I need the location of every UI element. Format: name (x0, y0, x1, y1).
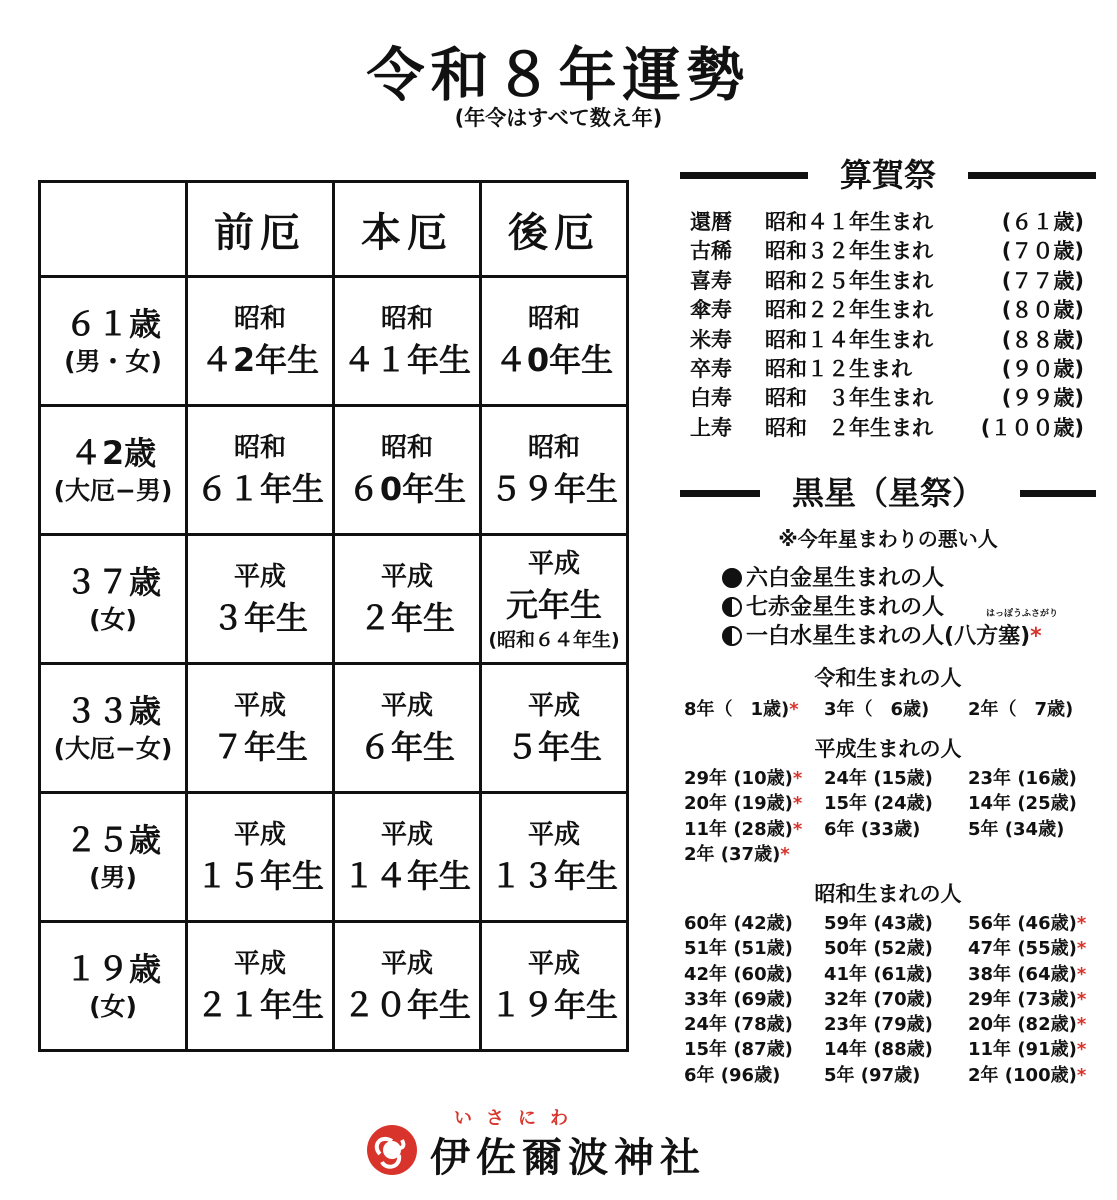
grid-cell (684, 1010, 793, 1036)
year-label: ５年生 (505, 728, 602, 766)
year-cell (334, 535, 481, 664)
year-age: 3年（ 6歳) (824, 699, 930, 720)
grid-cell (968, 1010, 1086, 1036)
year-label: ７年生 (211, 728, 308, 766)
yakudoshi-table (38, 180, 629, 1052)
list-item (690, 382, 1090, 411)
sex-label: (女) (89, 605, 137, 634)
bad-luck-notice: ※今年星まわりの悪い人 (778, 527, 998, 551)
grid-cell (684, 815, 802, 841)
celebration-name: 上寿 (690, 415, 732, 440)
grid-cell (824, 960, 933, 986)
asterisk-mark: * (780, 843, 790, 865)
group-title-showa: 昭和生まれの人 (814, 882, 962, 906)
grid-row (684, 789, 1096, 814)
year-cell (334, 664, 481, 793)
grid-cell (968, 934, 1086, 960)
age-label: １９歳 (64, 950, 161, 988)
year-label: １９年生 (489, 986, 618, 1024)
year-age: 2年 (100歳) (968, 1064, 1077, 1086)
year-age: 24年 (78歳) (684, 1014, 793, 1036)
sex-label: (大厄−女) (53, 734, 173, 763)
shrine-furigana: いさにわ (454, 1108, 582, 1129)
year-age: 38年 (64歳) (968, 963, 1077, 985)
era-label: 平成 (233, 691, 286, 721)
half-circle-icon (722, 597, 742, 617)
year-cell (187, 277, 334, 406)
year-cell (481, 793, 628, 922)
star-list (722, 561, 1102, 648)
year-cell (334, 793, 481, 922)
showa-grid (684, 909, 1096, 1086)
era-label: 平成 (380, 562, 433, 592)
celebration-age: (８０歳) (1001, 298, 1084, 323)
grid-cell (684, 695, 799, 721)
celebration-age: (１００歳) (980, 415, 1084, 440)
year-age: 20年 (19歳) (684, 793, 793, 815)
grid-cell (968, 985, 1086, 1011)
age-cell (40, 793, 187, 922)
year-age: 29年 (73歳) (968, 988, 1077, 1010)
era-label: 平成 (527, 949, 580, 979)
birth-year: 昭和１４年生まれ (765, 327, 933, 352)
grid-row (684, 985, 1096, 1010)
group-title-reiwa: 令和生まれの人 (814, 666, 962, 690)
year-cell (481, 277, 628, 406)
header-cell-honyaku: 本厄 (334, 182, 481, 277)
celebration-name: 喜寿 (690, 268, 732, 293)
celebration-name: 還暦 (690, 210, 732, 234)
table-header-row (40, 182, 628, 277)
grid-cell (824, 764, 933, 790)
year-label: ２０年生 (342, 986, 471, 1024)
celebration-name: 古稀 (690, 239, 732, 264)
year-label: 元年生 (505, 586, 602, 624)
sanga-heading (680, 155, 1096, 195)
year-cell (187, 922, 334, 1051)
age-cell (40, 535, 187, 664)
year-age: 59年 (43歳) (824, 913, 933, 934)
year-label: ６年生 (358, 728, 455, 766)
year-age: 42年 (60歳) (684, 963, 793, 985)
grid-cell (684, 960, 793, 986)
celebration-age: (９０歳) (1001, 356, 1084, 381)
grid-row (684, 934, 1096, 959)
era-label: 昭和 (380, 304, 433, 334)
year-cell (334, 406, 481, 535)
grid-cell (824, 909, 933, 935)
list-item (690, 235, 1090, 264)
sanga-title: 算賀祭 (826, 156, 950, 194)
year-age: 15年 (87歳) (684, 1039, 793, 1061)
table-row (40, 664, 628, 793)
list-item (690, 206, 1090, 235)
year-age: 8年（ 1歳) (684, 699, 790, 720)
grid-cell (968, 789, 1077, 815)
age-cell (40, 277, 187, 406)
star-label: 六白金星生まれの人 (746, 566, 945, 591)
header-cell-maeyaku: 前厄 (187, 182, 334, 277)
birth-year: 昭和３２年生まれ (765, 239, 933, 264)
grid-cell (684, 789, 802, 815)
year-cell (481, 922, 628, 1051)
grid-cell (824, 934, 933, 960)
year-cell (334, 922, 481, 1051)
list-item (690, 265, 1090, 294)
year-age: 56年 (46歳) (968, 913, 1077, 934)
year-age: 41年 (61歳) (824, 963, 933, 985)
table-row (40, 406, 628, 535)
list-item (690, 324, 1090, 353)
grid-cell (968, 695, 1073, 721)
birth-year: 昭和 ３年生まれ (765, 386, 933, 411)
year-label: ６0年生 (347, 470, 467, 508)
grid-row (684, 1061, 1096, 1086)
era-label: 平成 (527, 549, 580, 579)
year-cell (187, 535, 334, 664)
celebration-age: (８８歳) (1001, 327, 1084, 352)
sex-label: (男・女) (64, 347, 162, 376)
year-cell (187, 793, 334, 922)
asterisk-mark: * (1076, 963, 1087, 985)
year-age: 11年 (91歳) (968, 1039, 1077, 1061)
year-age: 47年 (55歳) (968, 938, 1077, 960)
year-age: 60年 (42歳) (684, 913, 793, 934)
age-label: ６１歳 (64, 305, 161, 343)
reiwa-grid (684, 695, 1096, 720)
asterisk-mark: * (1076, 1014, 1087, 1036)
age-label: ２５歳 (64, 821, 161, 859)
era-label: 昭和 (527, 304, 580, 334)
age-cell (40, 922, 187, 1051)
year-label: ４2年生 (200, 341, 320, 379)
asterisk-mark: * (1076, 988, 1087, 1010)
grid-row (684, 1035, 1096, 1060)
birth-year: 昭和１２生まれ (765, 356, 912, 381)
celebration-age: (９９歳) (1001, 386, 1084, 411)
year-age: 51年 (51歳) (684, 938, 793, 960)
list-item (690, 294, 1090, 323)
table-row (40, 922, 628, 1051)
half-circle-icon (722, 626, 742, 646)
grid-cell (968, 909, 1086, 935)
birth-year: 昭和２５年生まれ (765, 268, 933, 293)
table-row (40, 277, 628, 406)
year-age: 5年 (34歳) (968, 818, 1065, 840)
sex-label: (女) (89, 992, 137, 1021)
asterisk-mark: * (792, 818, 803, 840)
year-cell (481, 535, 628, 664)
year-cell (481, 406, 628, 535)
age-label: ３３歳 (64, 692, 161, 730)
era-label: 平成 (380, 691, 433, 721)
star-label: 一白水星生まれの人 (746, 624, 945, 649)
era-label: 平成 (380, 820, 433, 850)
furigana: はっぽうふさがり (986, 609, 1059, 619)
asterisk-mark: * (1076, 1064, 1087, 1086)
celebration-name: 卒寿 (690, 356, 732, 381)
grid-cell (968, 1061, 1086, 1087)
asterisk-mark: * (1030, 624, 1042, 649)
shrine-name: 伊佐爾波神社 (430, 1135, 706, 1181)
grid-row (684, 960, 1096, 985)
age-label: ３７歳 (64, 563, 161, 601)
age-label: ４2歳 (69, 434, 157, 472)
year-age: 23年 (16歳) (968, 768, 1077, 789)
grid-cell (684, 909, 793, 935)
grid-row (684, 1010, 1096, 1035)
header-cell-blank (40, 182, 187, 277)
year-age: 6年 (96歳) (684, 1064, 781, 1086)
era-label: 昭和 (233, 433, 286, 463)
happou-fusagari-label: (八方塞) (944, 624, 1031, 649)
grid-cell (684, 1035, 793, 1061)
star-item (722, 609, 1102, 649)
group-title-heisei: 平成生まれの人 (814, 737, 962, 761)
era-label: 平成 (527, 820, 580, 850)
heading-label-wrap (680, 155, 1096, 195)
grid-cell (684, 934, 793, 960)
page-title: 令和８年運勢 (366, 41, 751, 109)
year-age: 15年 (24歳) (824, 793, 933, 815)
year-age: 24年 (15歳) (824, 768, 933, 789)
grid-row (684, 840, 1096, 865)
year-label: ３年生 (211, 599, 308, 637)
age-cell (40, 406, 187, 535)
year-age: 11年 (28歳) (684, 818, 793, 840)
birth-year: 昭和４１年生まれ (765, 210, 933, 234)
year-age: 33年 (69歳) (684, 988, 793, 1010)
era-label: 平成 (233, 562, 286, 592)
header-cell-atoyaku: 後厄 (481, 182, 628, 277)
year-label: ２１年生 (195, 986, 324, 1024)
showa-note: (昭和６４年生) (488, 629, 620, 651)
filled-circle-icon (722, 568, 742, 588)
year-age: 20年 (82歳) (968, 1014, 1077, 1036)
asterisk-mark: * (789, 699, 799, 720)
grid-cell (824, 1035, 933, 1061)
grid-cell (968, 815, 1064, 841)
era-label: 平成 (233, 949, 286, 979)
asterisk-mark: * (792, 768, 803, 789)
celebration-name: 米寿 (690, 327, 732, 352)
year-age: 14年 (88歳) (824, 1039, 933, 1061)
era-label: 昭和 (233, 304, 286, 334)
age-cell (40, 664, 187, 793)
year-label: １３年生 (489, 857, 618, 895)
year-label: ４0年生 (494, 341, 614, 379)
star-item (722, 561, 1102, 590)
grid-cell (824, 1061, 920, 1087)
heading-label-wrap (680, 473, 1096, 513)
year-label: ４１年生 (342, 341, 471, 379)
year-age: 6年 (33歳) (824, 818, 921, 840)
year-age: 50年 (52歳) (824, 938, 933, 960)
celebration-name: 白寿 (690, 386, 732, 411)
grid-cell (684, 764, 802, 790)
grid-cell (824, 985, 933, 1011)
grid-cell (824, 1010, 933, 1036)
year-age: 2年 (37歳) (684, 843, 781, 865)
year-cell (334, 277, 481, 406)
heisei-grid (684, 764, 1096, 865)
grid-cell (968, 764, 1077, 790)
kokusei-title: 黒星（星祭） (778, 474, 998, 512)
year-label: １５年生 (195, 857, 324, 895)
asterisk-mark: * (1076, 913, 1087, 934)
list-item (690, 412, 1090, 441)
grid-row (684, 764, 1096, 789)
year-label: ６１年生 (195, 470, 324, 508)
grid-cell (968, 1035, 1086, 1061)
year-cell (187, 664, 334, 793)
table-row (40, 535, 628, 664)
year-age: 5年 (97歳) (824, 1064, 921, 1086)
year-age: 2年（ 7歳) (968, 699, 1074, 720)
era-label: 昭和 (380, 433, 433, 463)
grid-cell (684, 1061, 780, 1087)
year-age: 29年 (10歳) (684, 768, 793, 789)
star-label: 七赤金星生まれの人 (746, 595, 945, 620)
grid-row (684, 815, 1096, 840)
celebration-age: (７０歳) (1001, 239, 1084, 264)
era-label: 平成 (380, 949, 433, 979)
year-age: 23年 (79歳) (824, 1014, 933, 1036)
birth-year: 昭和 ２年生まれ (765, 415, 933, 440)
grid-cell (968, 960, 1086, 986)
year-cell (481, 664, 628, 793)
era-label: 平成 (527, 691, 580, 721)
celebration-age: (７７歳) (1001, 268, 1084, 293)
year-cell (187, 406, 334, 535)
grid-cell (824, 789, 933, 815)
year-label: ５９年生 (489, 470, 618, 508)
birth-year: 昭和２２年生まれ (765, 298, 933, 323)
grid-row (684, 695, 1096, 720)
year-label: １４年生 (342, 857, 471, 895)
grid-row (684, 909, 1096, 934)
asterisk-mark: * (1076, 938, 1087, 960)
grid-cell (824, 815, 920, 841)
celebration-age: (６１歳) (1001, 210, 1084, 234)
list-item (690, 353, 1090, 382)
sex-label: (大厄−男) (53, 476, 173, 505)
year-age: 14年 (25歳) (968, 793, 1077, 815)
table-row (40, 793, 628, 922)
asterisk-mark: * (792, 793, 803, 815)
year-label: ２年生 (358, 599, 455, 637)
grid-cell (824, 695, 929, 721)
asterisk-mark: * (1076, 1039, 1087, 1061)
year-age: 32年 (70歳) (824, 988, 933, 1010)
era-label: 平成 (233, 820, 286, 850)
sanga-list (690, 206, 1090, 441)
page-subtitle: (年令はすべて数え年) (454, 106, 663, 130)
kokusei-heading (680, 473, 1096, 513)
celebration-name: 傘寿 (690, 298, 732, 323)
mitsudomoe-crest-icon (366, 1124, 418, 1176)
sex-label: (男) (89, 863, 137, 892)
era-label: 昭和 (527, 433, 580, 463)
grid-cell (684, 985, 793, 1011)
grid-cell (684, 840, 790, 866)
